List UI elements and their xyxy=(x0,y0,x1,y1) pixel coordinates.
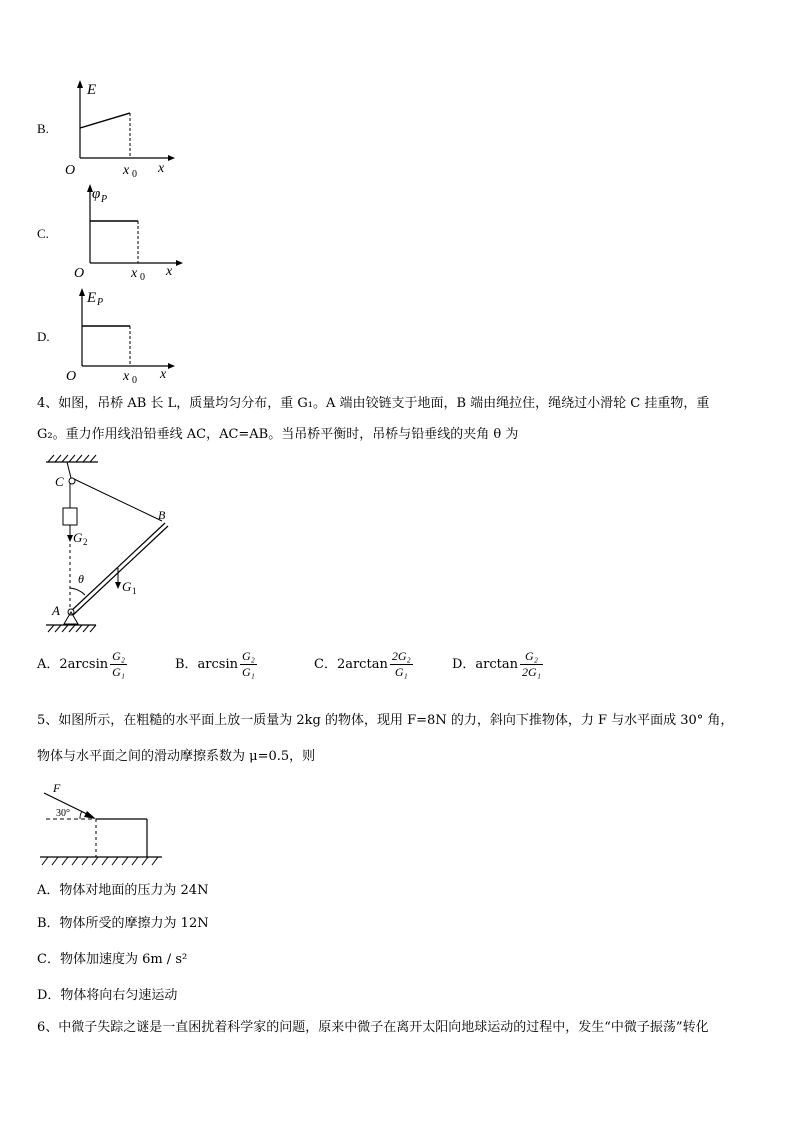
numerator: G₂ xyxy=(520,650,543,665)
label-g2: G xyxy=(73,530,83,545)
q4-choice-b-prefix: B．arcsin xyxy=(175,657,239,672)
rope-cb xyxy=(74,479,162,521)
q5-option-b: B．物体所受的摩擦力为 12N xyxy=(37,916,209,931)
origin-label: O xyxy=(65,163,76,178)
pulley-hanger xyxy=(67,462,71,478)
q4-choice-a-prefix: A．2arcsin xyxy=(37,657,109,672)
q4-text-line2: G₂。重力作用线沿铅垂线 AC，AC=AB。当吊桥平衡时，吊桥与铅垂线的夹角 θ 为 xyxy=(37,427,519,442)
ceiling-hatch xyxy=(48,455,96,462)
numerator: G₂ xyxy=(242,649,255,663)
x0-sub: 0 xyxy=(132,169,137,178)
q4-drawbridge-figure xyxy=(38,452,188,637)
q5-text-line1: 5、如图所示，在粗糙的水平面上放一质量为 2kg 的物体，现用 F=8N 的力，斜向下推物体，力 F 与水平面成 30° 角， xyxy=(37,713,734,728)
option-b-label: B. xyxy=(37,121,49,136)
q5-option-a: A．物体对地面的压力为 24N xyxy=(37,883,209,898)
label-theta: θ xyxy=(78,572,84,586)
x-axis-arrow xyxy=(176,260,183,266)
x-axis-label: x xyxy=(160,367,167,382)
option-d-label: D. xyxy=(37,329,50,344)
q4-choice-c xyxy=(314,650,413,679)
x-axis-label: x xyxy=(166,264,173,279)
label-f: F xyxy=(53,781,61,795)
ground-hatch xyxy=(48,625,96,632)
q4-choice-a xyxy=(37,650,127,679)
graph-line xyxy=(80,113,130,128)
y-axis-label: E xyxy=(87,82,97,98)
x0-label: x xyxy=(123,163,130,178)
y-axis-label: φ xyxy=(92,186,101,202)
denominator: G₁ xyxy=(242,665,255,679)
x-axis-arrow xyxy=(168,363,175,369)
label-g2-sub: 2 xyxy=(83,537,88,547)
x0-sub: 0 xyxy=(140,272,145,280)
y-axis-label: E xyxy=(87,290,97,306)
graph-d-ep-vs-x xyxy=(60,284,185,384)
q4-choice-c-prefix: C．2arctan xyxy=(314,657,388,672)
x0-label: x xyxy=(123,369,130,384)
q5-option-c: C．物体加速度为 6m / s² xyxy=(37,952,188,967)
ground-hatch xyxy=(42,857,158,865)
x-axis-arrow xyxy=(168,155,175,161)
label-angle: 30° xyxy=(56,808,70,819)
y-axis-sub: P xyxy=(97,297,104,308)
denominator: 2G₁ xyxy=(522,665,541,679)
y-axis-arrow xyxy=(77,80,83,88)
q6-text-line1: 6、中微子失踪之谜是一直困扰着科学家的问题，原来中微子在离开太阳向地球运动的过程中，发生“中微子振荡”转化 xyxy=(37,1020,709,1035)
fraction xyxy=(110,650,127,679)
label-g1-sub: 1 xyxy=(132,586,137,596)
graph-c-phi-vs-x xyxy=(68,180,188,280)
q5-push-figure xyxy=(36,778,166,870)
y-axis-sub: P xyxy=(101,194,108,205)
numerator: G₂ xyxy=(112,649,125,663)
label-a: A xyxy=(52,603,60,618)
label-c: C xyxy=(55,474,64,489)
numerator: 2G₂ xyxy=(391,649,411,663)
origin-label: O xyxy=(74,266,85,280)
denominator: G₁ xyxy=(112,665,125,679)
graph-b-e-vs-x xyxy=(60,78,180,178)
y-axis-arrow xyxy=(79,288,85,296)
fraction xyxy=(390,650,413,679)
hanging-weight xyxy=(63,508,77,525)
g1-arrow-head xyxy=(115,582,121,589)
fraction xyxy=(240,650,257,679)
q4-text-line1: 4、如图，吊桥 AB 长 L，质量均匀分布，重 G₁。A 端由铰链支于地面，B 端由绳拉住，绳绕过小滑轮 C 挂重物，重 xyxy=(37,396,710,411)
x-axis-label: x xyxy=(158,161,165,176)
theta-arc xyxy=(70,588,85,595)
q5-option-d: D．物体将向右匀速运动 xyxy=(37,988,178,1003)
angle-arc xyxy=(80,811,82,819)
x0-label: x xyxy=(131,266,138,280)
q5-text-line2: 物体与水平面之间的滑动摩擦系数为 μ=0.5，则 xyxy=(37,749,316,764)
force-f-head xyxy=(84,811,96,819)
q4-choice-d-prefix: D．arctan xyxy=(452,657,519,672)
q4-choice-b xyxy=(175,650,257,679)
label-b: B xyxy=(158,508,166,522)
q4-choice-d xyxy=(452,650,543,679)
x0-sub: 0 xyxy=(132,375,137,384)
label-g1: G xyxy=(122,579,132,594)
option-c-label: C. xyxy=(37,226,49,241)
fraction xyxy=(520,650,543,679)
denominator: G₁ xyxy=(394,665,408,679)
origin-label: O xyxy=(66,369,77,384)
